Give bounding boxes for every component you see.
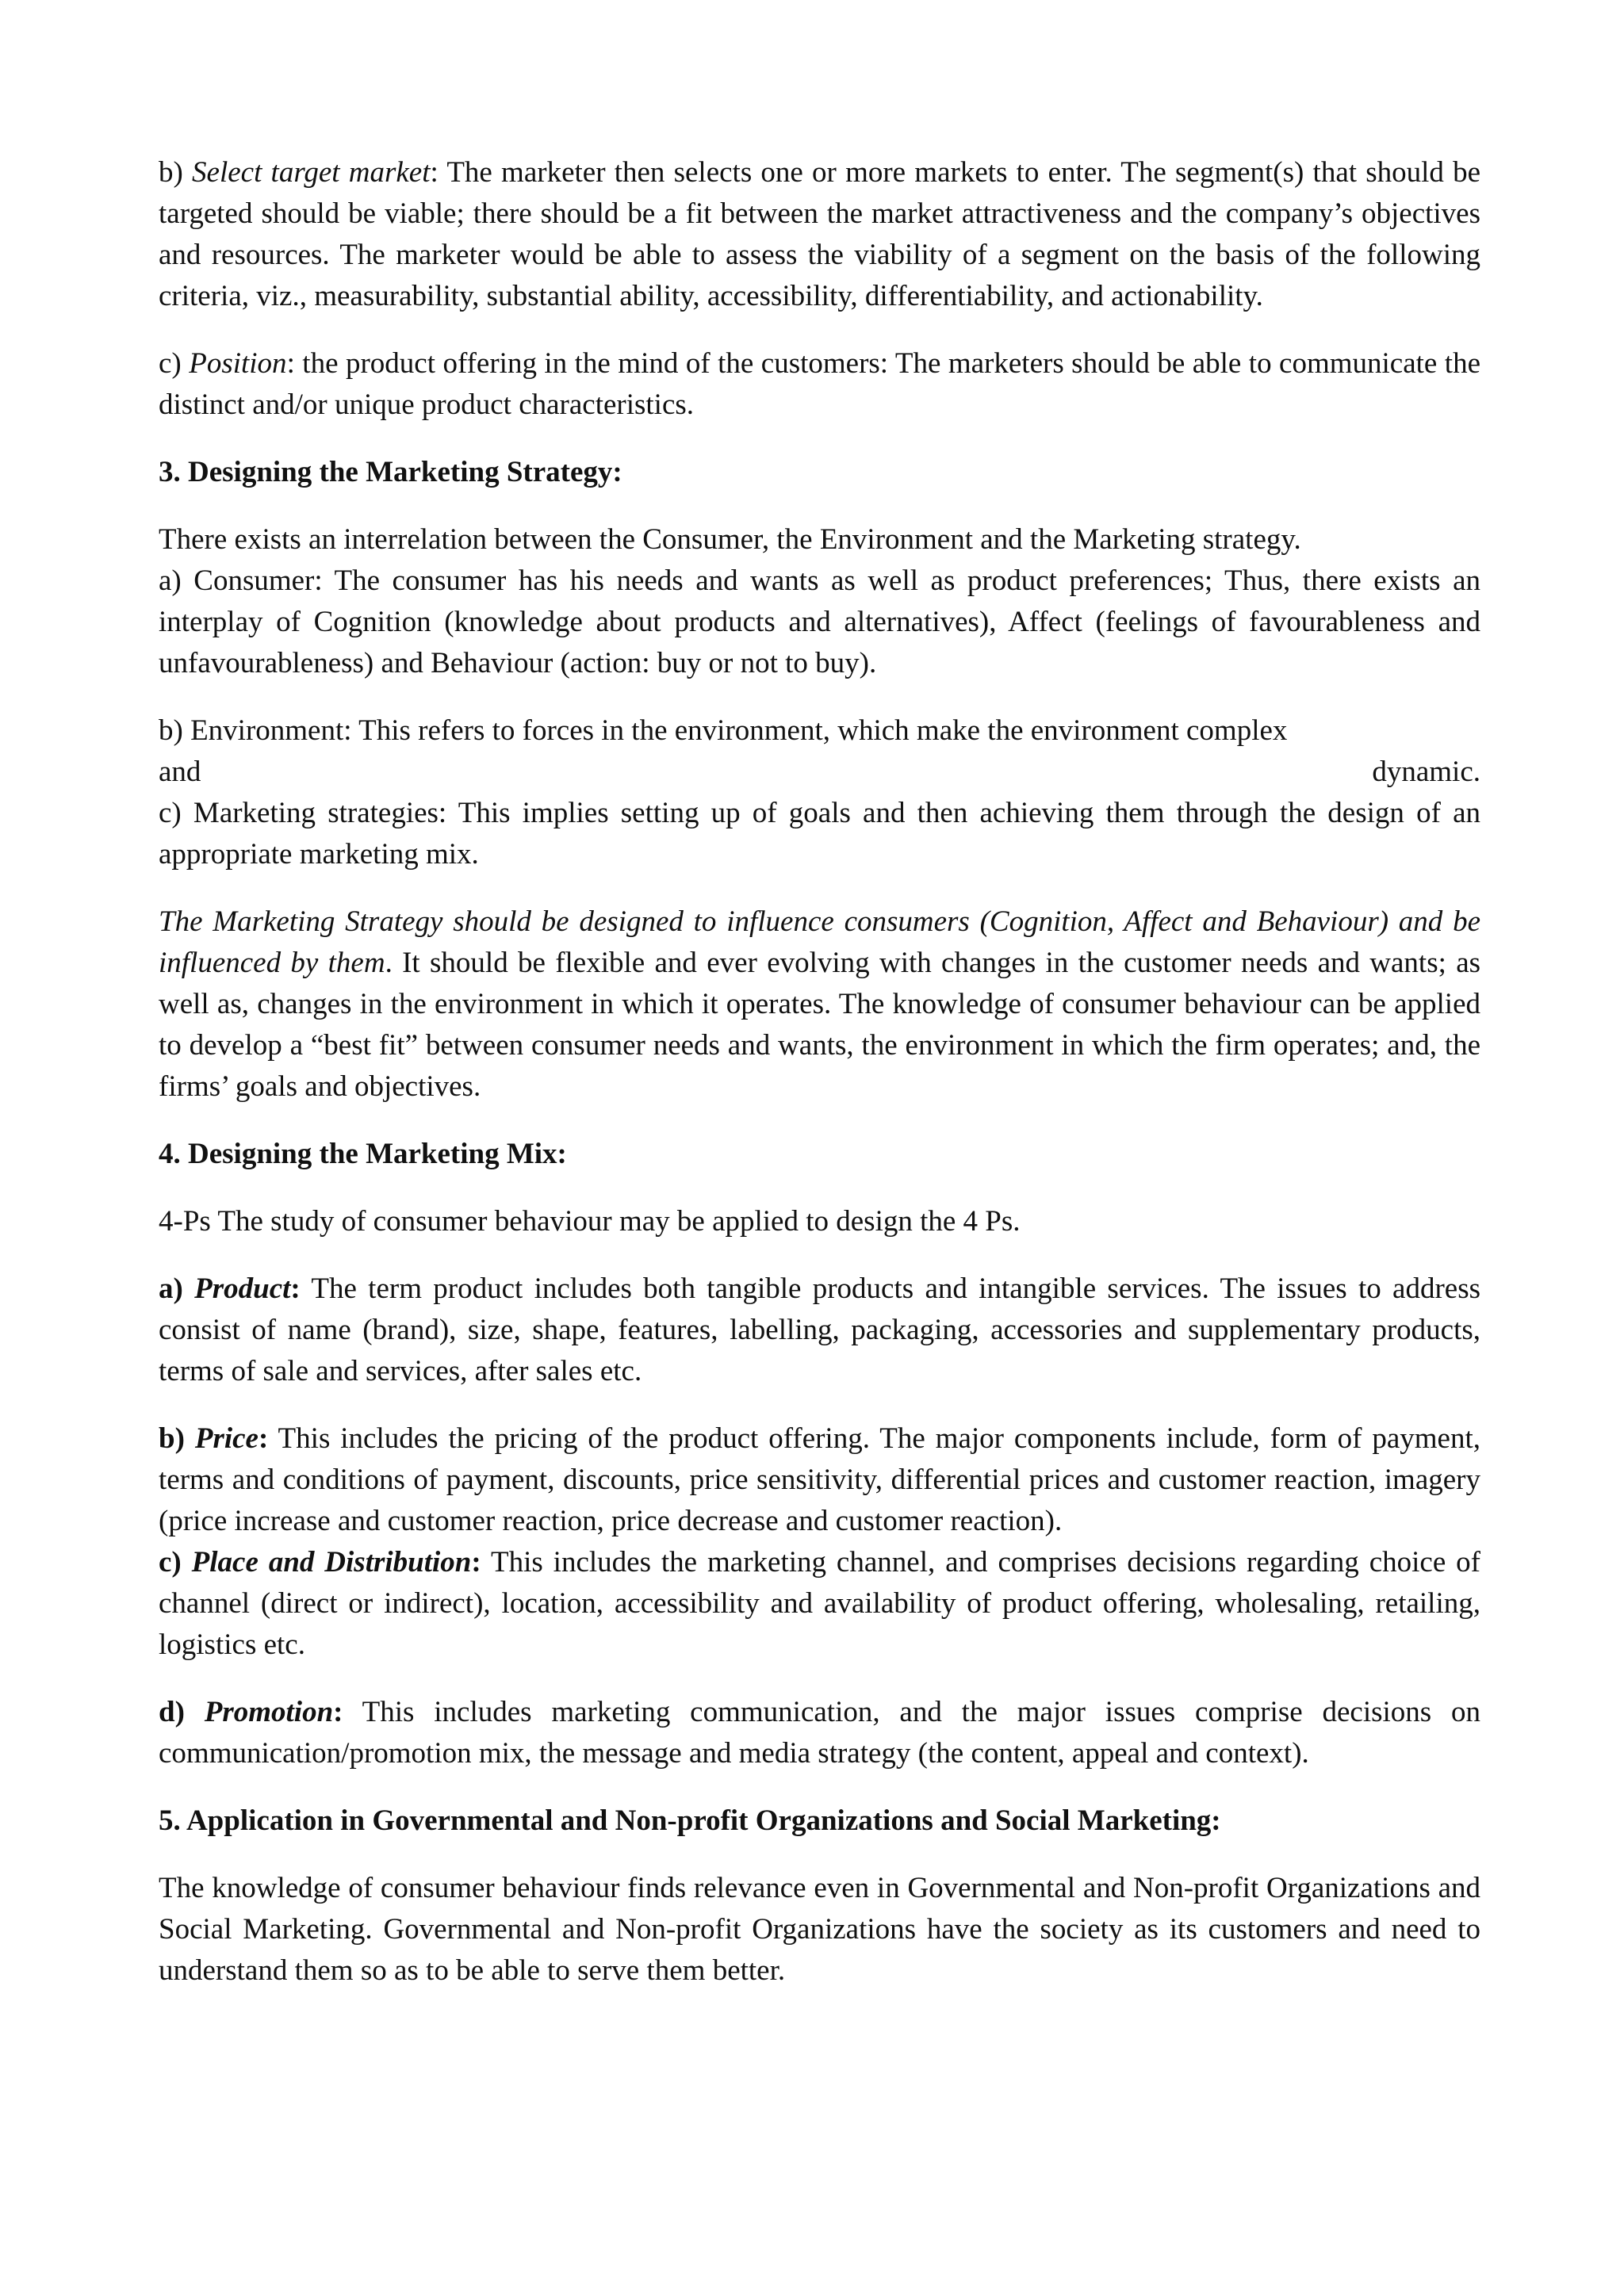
paragraph-strategy-environment-continued (159, 752, 1480, 793)
item-label: d) (159, 1696, 205, 1728)
paragraph-mix-price (159, 1418, 1480, 1542)
paragraph-mix-promotion (159, 1692, 1480, 1774)
paragraph-strategy-influence (159, 901, 1480, 1108)
paragraph-select-target-market (159, 152, 1480, 317)
term-price: Price (194, 1422, 259, 1455)
heading-application-governmental: 5. Application in Governmental and Non-profit Organizations and Social Marketing: (159, 1804, 1221, 1837)
term-colon: : (290, 1272, 301, 1305)
word-dynamic: dynamic. (1372, 756, 1480, 788)
term-select-target-market: Select target market (192, 156, 431, 189)
document-page (159, 152, 1480, 2018)
term-place-distribution: Place and Distribution (191, 1546, 472, 1578)
paragraph-text: : The marketer then selects one or more markets to enter. The segment(s) that should be targeted should be viable; there should be a fit between the market attractiveness and the company’s objectives and resources. The marketer would be able to assess the viability of a segment on the basis of the following criteria, viz., measurability, substantial ability, accessibility, differentiability, and actionability. (159, 156, 1481, 312)
paragraph-mix-place (159, 1542, 1480, 1666)
paragraph-text: The term product includes both tangible products and intangible services. The issues to address consist of name (brand), size, shape, features, labelling, packaging, accessories and supplementary products, terms of sale and services, after sales etc. (159, 1272, 1481, 1387)
item-label: a) (159, 1272, 195, 1305)
paragraph-strategy-environment: b) Environment: This refers to forces in the environment, which make the environment complex (159, 714, 1288, 747)
term-colon: : (333, 1696, 343, 1728)
term-promotion: Promotion (204, 1696, 334, 1728)
paragraph-strategy-consumer: a) Consumer: The consumer has his needs and wants as well as product preferences; Thus, there exists an interplay of Cognition (knowledge about products and alternatives), Affect (feelings of favourableness and unfavourableness) and Behaviour (action: buy or not to buy). (159, 564, 1480, 679)
paragraph-strategy-intro: There exists an interrelation between the Consumer, the Environment and the Marketing strategy. (159, 523, 1301, 556)
item-label: b) (159, 1422, 195, 1455)
paragraph-text: This includes the pricing of the product offering. The major components include, form of payment, terms and conditions of payment, discounts, price sensitivity, differential prices and customer reaction, imagery (price increase and customer reaction, price decrease and customer reaction). (159, 1422, 1480, 1537)
paragraph-text: This includes the marketing channel, and comprises decisions regarding choice of channel (direct or indirect), location, accessibility and availability of product offering, wholesaling, retailing, logistics etc. (159, 1546, 1481, 1661)
italic-statement: The Marketing Strategy should be designed to influence consumers (Cognition, Affect and Behaviour) and be influenced by them (159, 905, 1480, 979)
paragraph-text: This includes marketing communication, and the major issues comprise decisions on communication/promotion mix, the message and media strategy (the content, appeal and context). (159, 1696, 1480, 1770)
heading-designing-marketing-strategy: 3. Designing the Marketing Strategy: (159, 456, 622, 488)
heading-designing-marketing-mix: 4. Designing the Marketing Mix: (159, 1138, 567, 1170)
term-colon: : (471, 1546, 481, 1578)
item-label: b) (159, 156, 193, 189)
term-position: Position (189, 347, 287, 380)
paragraph-mix-product (159, 1269, 1480, 1392)
item-label: c) (159, 1546, 192, 1578)
paragraph-position (159, 343, 1480, 426)
paragraph-mix-intro: 4-Ps The study of consumer behaviour may be applied to design the 4 Ps. (159, 1205, 1021, 1238)
paragraph-strategy-marketing: c) Marketing strategies: This implies setting up of goals and then achieving them through the design of an appropriate marketing mix. (159, 797, 1480, 871)
paragraph-text: : the product offering in the mind of the customers: The marketers should be able to communicate the distinct and/or unique product characteristics. (159, 347, 1480, 421)
term-product: Product (194, 1272, 291, 1305)
item-label: c) (159, 347, 190, 380)
paragraph-application: The knowledge of consumer behaviour finds relevance even in Governmental and Non-profit Organizations and Social Marketing. Governmental and Non-profit Organizations have the society as its customers and need to understand them so as to be able to serve them better. (159, 1872, 1480, 1987)
paragraph-text: . It should be flexible and ever evolving with changes in the customer needs and wants; as well as, changes in the environment in which it operates. The knowledge of consumer behaviour can be applied to develop a “best fit” between consumer needs and wants, the environment in which the firm operates; and, the firms’ goals and objectives. (159, 947, 1481, 1103)
word-and: and (159, 756, 201, 788)
term-colon: : (258, 1422, 269, 1455)
